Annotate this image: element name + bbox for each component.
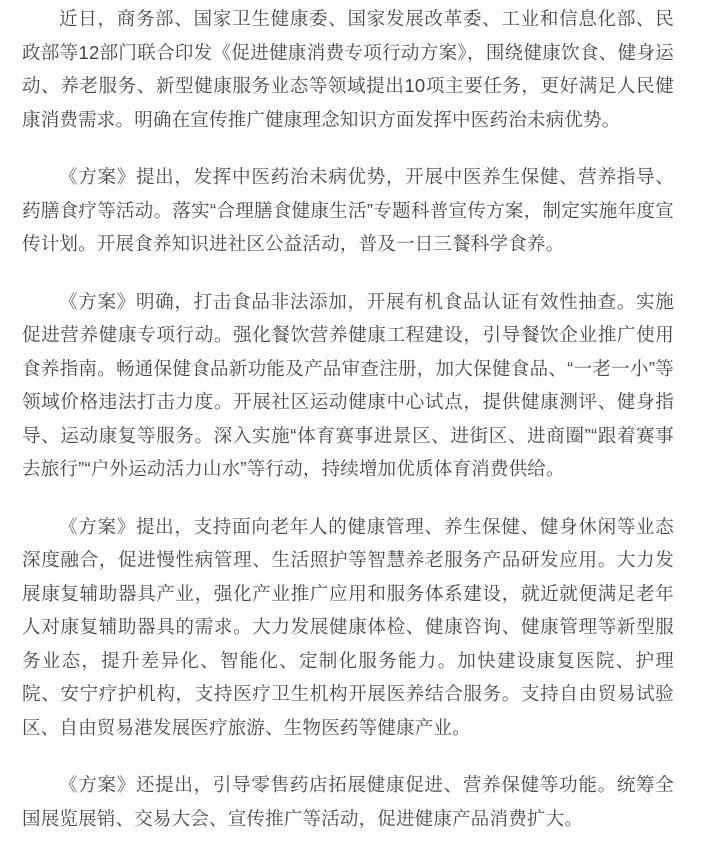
article-paragraph-pharmacy-expo: 《方案》还提出，引导零售药店拓展健康促进、营养保健等功能。统筹全国展览展销、交易大会、宣传推广等活动，促进健康产品消费扩大。 — [22, 774, 674, 829]
article-paragraph-tcm-diet: 《方案》提出，发挥中医药治未病优势，开展中医养生保健、营养指导、药膳食疗等活动。落实“合理膳食健康生活”专题科普宣传方案，制定实施年度宣传计划。开展食养知识进社区公益活动，普及一日三餐科学食养。 — [22, 166, 674, 254]
article-paragraph-food-sports: 《方案》明确，打击食品非法添加，开展有机食品认证有效性抽查。实施促进营养健康专项行动。强化餐饮营养健康工程建设，引导餐饮企业推广使用食养指南。畅通保健食品新功能及产品审查注册，加大保健食品、“一老一小”等领域价格违法打击力度。开展社区运动健康中心试点，提供健康测评、健身指导、运动康复等服务。深入实施“体育赛事进景区、进街区、进商圈”“跟着赛事去旅行”“户外运动活力山水”等行动，持续增加优质体育消费供给。 — [22, 290, 674, 479]
article-paragraph-elderly-services: 《方案》提出，支持面向老年人的健康管理、养生保健、健身休闲等业态深度融合，促进慢性病管理、生活照护等智慧养老服务产品研发应用。大力发展康复辅助器具产业，强化产业推广应用和服务体系建设，就近就便满足老年人对康复辅助器具的需求。大力发展健康体检、健康咨询、健康管理等新型服务业态，提升差异化、智能化、定制化服务能力。加快建设康复医院、护理院、安宁疗护机构，支持医疗卫生机构开展医养结合服务。支持自由贸易试验区、自由贸易港发展医疗旅游、生物医药等健康产业。 — [22, 515, 674, 738]
article-paragraph-intro: 近日，商务部、国家卫生健康委、国家发展改革委、工业和信息化部、民政部等12部门联合印发《促进健康消费专项行动方案》，围绕健康饮食、健身运动、养老服务、新型健康服务业态等领域提出10项主要任务，更好满足人民健康消费需求。明确在宣传推广健康理念知识方面发挥中医药治未病优势。 — [22, 8, 674, 130]
